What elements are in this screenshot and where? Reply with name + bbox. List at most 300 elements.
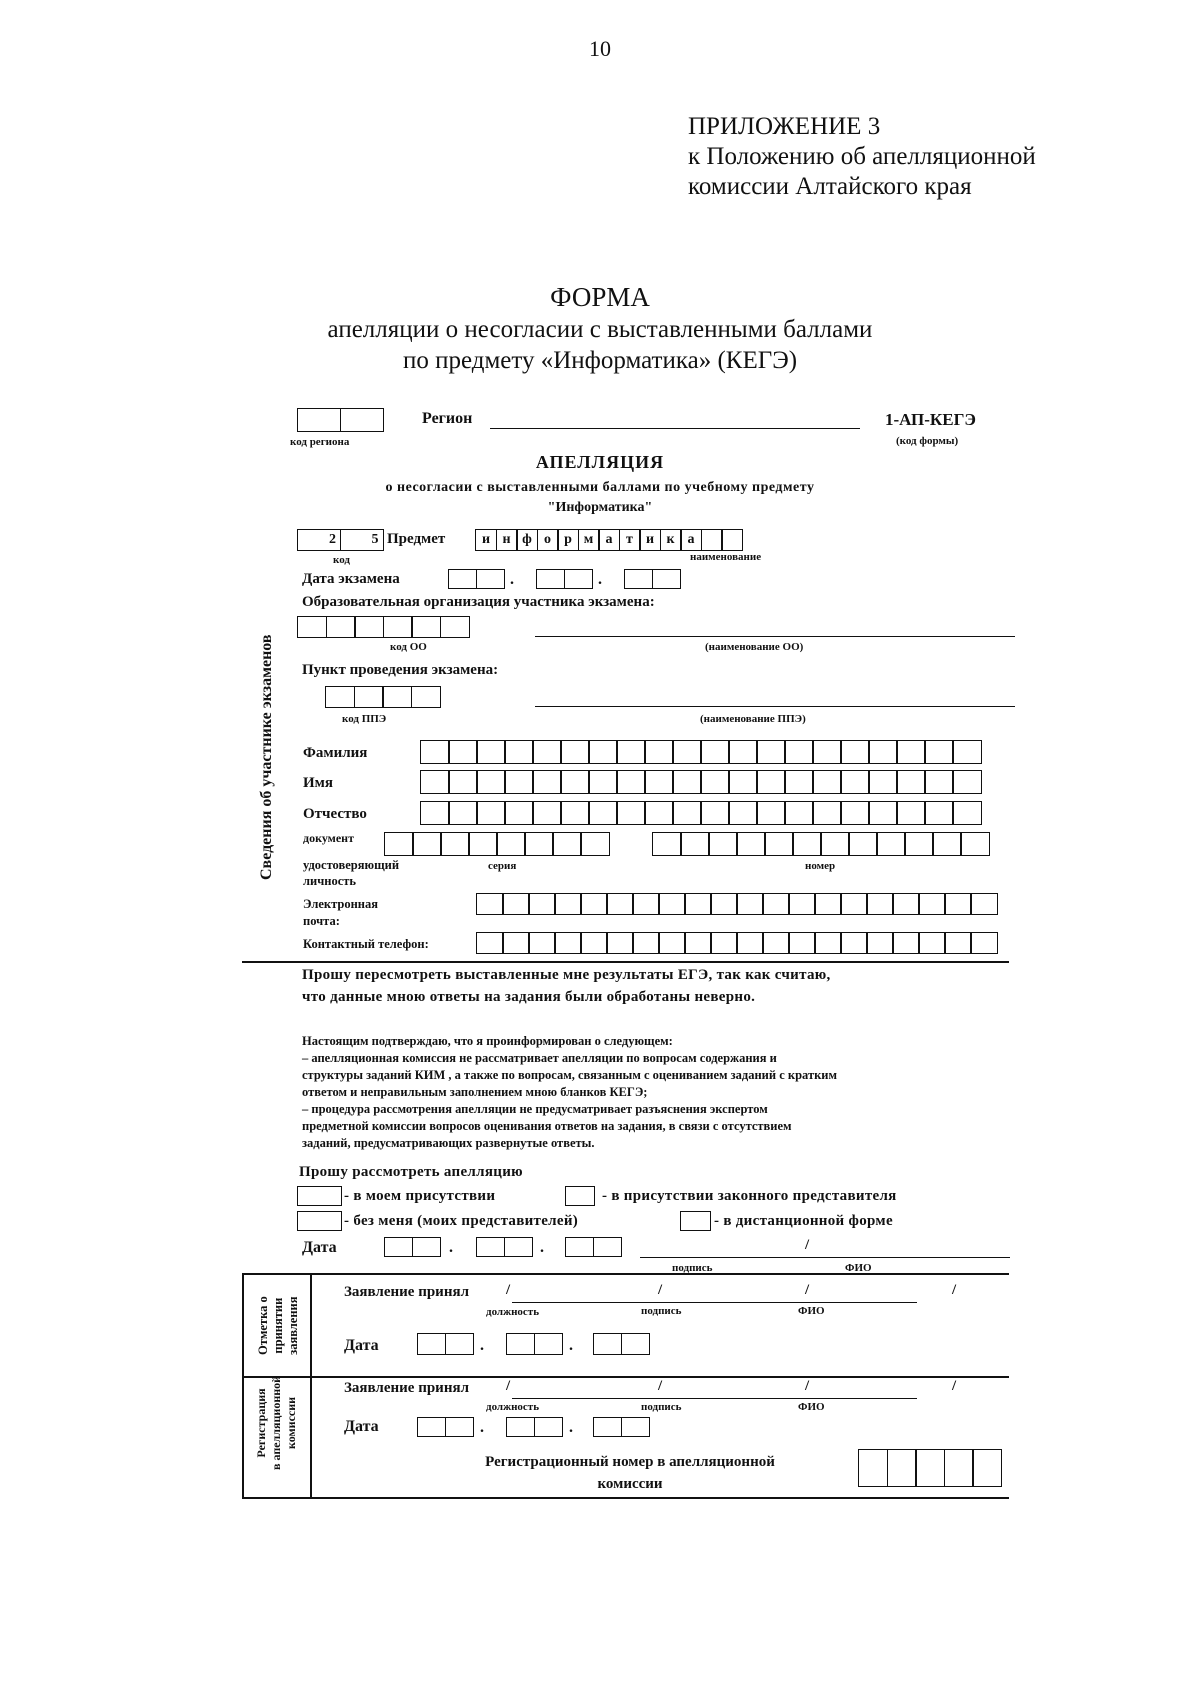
registration-number-line-1: Регистрационный номер в апелляционной bbox=[485, 1454, 775, 1470]
date-separator: . bbox=[510, 571, 514, 588]
region-code-cell[interactable] bbox=[297, 408, 341, 432]
input-cell[interactable] bbox=[812, 740, 842, 764]
registration-position-caption: должность bbox=[486, 1401, 540, 1413]
input-cell[interactable] bbox=[876, 832, 906, 856]
input-cell[interactable] bbox=[588, 801, 618, 825]
patronymic-cells[interactable] bbox=[420, 801, 980, 825]
input-cell[interactable] bbox=[606, 932, 634, 954]
input-cell[interactable] bbox=[728, 801, 758, 825]
date-cell[interactable] bbox=[652, 569, 681, 589]
request-line-2: что данные мною ответы на задания были обработаны неверно. bbox=[302, 989, 756, 1005]
exam-year-cells[interactable] bbox=[624, 569, 679, 589]
ppe-code-cell[interactable] bbox=[354, 686, 384, 708]
acceptance-label: Заявление принял bbox=[344, 1284, 470, 1300]
ppe-code-cell[interactable] bbox=[382, 686, 412, 708]
date-separator: . bbox=[569, 1337, 573, 1354]
input-cell[interactable] bbox=[820, 832, 850, 856]
phone-cells[interactable] bbox=[476, 932, 996, 954]
input-cell[interactable] bbox=[560, 740, 590, 764]
subject-letter-cell[interactable]: и bbox=[475, 529, 497, 551]
input-cell[interactable] bbox=[756, 740, 786, 764]
org-name-line[interactable] bbox=[535, 636, 1015, 637]
appeal-title: АПЕЛЛЯЦИЯ bbox=[535, 452, 665, 472]
input-cell[interactable] bbox=[532, 801, 562, 825]
acceptance-side-line: Отметка о bbox=[256, 1296, 270, 1355]
subject-letter-cell[interactable]: о bbox=[537, 529, 559, 551]
input-cell[interactable] bbox=[588, 740, 618, 764]
registration-day-cells[interactable] bbox=[417, 1417, 472, 1437]
input-cell[interactable] bbox=[588, 770, 618, 794]
input-cell[interactable] bbox=[448, 801, 478, 825]
email-cells[interactable] bbox=[476, 893, 996, 915]
registration-number-cell[interactable] bbox=[972, 1449, 1002, 1487]
document-label-3: личность bbox=[303, 874, 357, 888]
notice-paragraph bbox=[302, 1033, 837, 1152]
patronymic-label: Отчество bbox=[303, 806, 367, 822]
region-name-line[interactable] bbox=[490, 428, 860, 429]
input-cell[interactable] bbox=[700, 740, 730, 764]
date-cell[interactable] bbox=[417, 1417, 446, 1437]
phone-label: Контактный телефон: bbox=[303, 937, 429, 951]
input-cell[interactable] bbox=[420, 770, 450, 794]
input-cell[interactable] bbox=[644, 801, 674, 825]
email-label-2: почта: bbox=[303, 914, 340, 928]
input-cell[interactable] bbox=[904, 832, 934, 856]
region-code-cells[interactable] bbox=[297, 408, 382, 432]
date-cell[interactable] bbox=[534, 1417, 563, 1437]
acceptance-slash: / bbox=[658, 1282, 663, 1298]
date-cell[interactable] bbox=[621, 1417, 650, 1437]
subject-code-caption: код bbox=[333, 554, 350, 566]
date-cell[interactable] bbox=[504, 1237, 533, 1257]
input-cell[interactable] bbox=[412, 832, 442, 856]
request-line-1: Прошу пересмотреть выставленные мне результаты ЕГЭ, так как считаю, bbox=[302, 967, 831, 983]
org-code-cell[interactable] bbox=[326, 616, 356, 638]
input-cell[interactable] bbox=[762, 893, 790, 915]
input-cell[interactable] bbox=[868, 770, 898, 794]
notice-line: структуры заданий КИМ , а также по вопросам, связанным с оцениванием заданий с кратким bbox=[302, 1068, 838, 1082]
subject-name-cells[interactable] bbox=[475, 529, 742, 551]
subject-code-cell[interactable]: 5 bbox=[340, 529, 384, 551]
input-cell[interactable] bbox=[812, 801, 842, 825]
subject-letter-cell[interactable]: р bbox=[557, 529, 579, 551]
input-cell[interactable] bbox=[440, 832, 470, 856]
registration-number-line-2: комиссии bbox=[597, 1476, 663, 1492]
input-cell[interactable] bbox=[580, 893, 608, 915]
input-cell[interactable] bbox=[896, 740, 926, 764]
acceptance-slash: / bbox=[506, 1282, 511, 1298]
org-code-cell[interactable] bbox=[297, 616, 327, 638]
registration-year-cells[interactable] bbox=[593, 1417, 648, 1437]
subject-letter-cell[interactable]: н bbox=[496, 529, 518, 551]
input-cell[interactable] bbox=[632, 932, 660, 954]
registration-slash: / bbox=[805, 1378, 810, 1394]
ppe-code-cell[interactable] bbox=[325, 686, 355, 708]
date-cell[interactable] bbox=[476, 1237, 505, 1257]
input-cell[interactable] bbox=[710, 893, 738, 915]
acceptance-signature-line[interactable] bbox=[512, 1302, 917, 1303]
form-subtitle-line-1: апелляции о несогласии с выставленными баллами bbox=[327, 316, 873, 343]
registration-number-cell[interactable] bbox=[915, 1449, 945, 1487]
registration-top-border bbox=[242, 1376, 1009, 1378]
org-code-caption: код ОО bbox=[390, 641, 427, 653]
date-cell[interactable] bbox=[445, 1333, 474, 1355]
org-code-cell[interactable] bbox=[354, 616, 384, 638]
input-cell[interactable] bbox=[896, 801, 926, 825]
acceptance-day-cells[interactable] bbox=[417, 1333, 472, 1355]
input-cell[interactable] bbox=[866, 893, 894, 915]
option-remote-checkbox[interactable] bbox=[680, 1211, 711, 1231]
input-cell[interactable] bbox=[468, 832, 498, 856]
input-cell[interactable] bbox=[658, 932, 686, 954]
input-cell[interactable] bbox=[658, 893, 686, 915]
date-cell[interactable] bbox=[506, 1417, 535, 1437]
input-cell[interactable] bbox=[736, 932, 764, 954]
input-cell[interactable] bbox=[632, 893, 660, 915]
input-cell[interactable] bbox=[918, 932, 946, 954]
surname-label: Фамилия bbox=[303, 745, 368, 761]
input-cell[interactable] bbox=[788, 893, 816, 915]
date-cell[interactable] bbox=[417, 1333, 446, 1355]
input-cell[interactable] bbox=[812, 770, 842, 794]
input-cell[interactable] bbox=[952, 801, 982, 825]
form-code: 1-АП-КЕГЭ bbox=[885, 410, 976, 429]
appeal-subject: "Информатика" bbox=[547, 500, 653, 515]
input-cell[interactable] bbox=[496, 832, 526, 856]
input-cell[interactable] bbox=[896, 770, 926, 794]
surname-cells[interactable] bbox=[420, 740, 980, 764]
input-cell[interactable] bbox=[560, 801, 590, 825]
ppe-code-cell[interactable] bbox=[411, 686, 441, 708]
input-cell[interactable] bbox=[840, 932, 868, 954]
input-cell[interactable] bbox=[606, 893, 634, 915]
input-cell[interactable] bbox=[504, 740, 534, 764]
input-cell[interactable] bbox=[560, 770, 590, 794]
document-number-caption: номер bbox=[805, 860, 836, 872]
acceptance-side-label bbox=[256, 1296, 301, 1355]
input-cell[interactable] bbox=[840, 893, 868, 915]
input-cell[interactable] bbox=[672, 770, 702, 794]
input-cell[interactable] bbox=[736, 893, 764, 915]
input-cell[interactable] bbox=[652, 832, 682, 856]
notice-line: предметной комиссии вопросов оценивания ответов на задания, в связи с отсутствием bbox=[302, 1119, 792, 1133]
registration-number-cells[interactable] bbox=[858, 1449, 1001, 1487]
registration-signature-line[interactable] bbox=[512, 1398, 917, 1399]
input-cell[interactable] bbox=[532, 740, 562, 764]
acceptance-signature-caption: подпись bbox=[641, 1305, 682, 1317]
input-cell[interactable] bbox=[952, 770, 982, 794]
input-cell[interactable] bbox=[616, 770, 646, 794]
input-cell[interactable] bbox=[708, 832, 738, 856]
input-cell[interactable] bbox=[644, 740, 674, 764]
form-title: ФОРМА bbox=[550, 282, 650, 312]
input-cell[interactable] bbox=[840, 770, 870, 794]
registration-side-line: комиссии bbox=[284, 1396, 298, 1450]
subject-letter-cell[interactable]: а bbox=[680, 529, 702, 551]
input-cell[interactable] bbox=[848, 832, 878, 856]
subject-letter-cell[interactable]: м bbox=[578, 529, 600, 551]
date-cell[interactable] bbox=[565, 1237, 594, 1257]
input-cell[interactable] bbox=[756, 770, 786, 794]
email-label-1: Электронная bbox=[303, 897, 378, 911]
table-bottom-border bbox=[242, 1497, 1009, 1499]
registration-side-line: Регистрация bbox=[254, 1388, 268, 1458]
signature-slash: / bbox=[805, 1237, 810, 1253]
document-number-cells[interactable] bbox=[652, 832, 988, 856]
fio-caption: ФИО bbox=[845, 1262, 872, 1274]
input-cell[interactable] bbox=[814, 893, 842, 915]
document-label-1: документ bbox=[303, 831, 354, 845]
input-cell[interactable] bbox=[784, 770, 814, 794]
registration-slash: / bbox=[658, 1378, 663, 1394]
date-cell[interactable] bbox=[621, 1333, 650, 1355]
input-cell[interactable] bbox=[924, 801, 954, 825]
input-cell[interactable] bbox=[970, 893, 998, 915]
input-cell[interactable] bbox=[528, 893, 556, 915]
date-cell[interactable] bbox=[536, 569, 565, 589]
date-separator: . bbox=[480, 1419, 484, 1436]
table-left-border bbox=[242, 1273, 244, 1498]
exam-day-cells[interactable] bbox=[448, 569, 503, 589]
consider-signature-line[interactable] bbox=[640, 1257, 1010, 1258]
input-cell[interactable] bbox=[868, 740, 898, 764]
input-cell[interactable] bbox=[814, 932, 842, 954]
section-divider bbox=[242, 961, 1009, 963]
input-cell[interactable] bbox=[476, 801, 506, 825]
subject-letter-cell[interactable] bbox=[701, 529, 723, 551]
org-name-caption: (наименование ОО) bbox=[705, 641, 804, 653]
option-without-checkbox[interactable] bbox=[297, 1211, 342, 1231]
date-cell[interactable] bbox=[624, 569, 653, 589]
registration-side-line: в апелляционной bbox=[269, 1375, 283, 1470]
registration-number-cell[interactable] bbox=[887, 1449, 917, 1487]
input-cell[interactable] bbox=[924, 740, 954, 764]
input-cell[interactable] bbox=[552, 832, 582, 856]
date-cell[interactable] bbox=[593, 1237, 622, 1257]
input-cell[interactable] bbox=[476, 893, 504, 915]
input-cell[interactable] bbox=[580, 932, 608, 954]
option-remote-label: - в дистанционной форме bbox=[714, 1213, 893, 1229]
signature-caption: подпись bbox=[672, 1262, 713, 1274]
input-cell[interactable] bbox=[970, 932, 998, 954]
org-code-cell[interactable] bbox=[411, 616, 441, 638]
input-cell[interactable] bbox=[476, 770, 506, 794]
subject-letter-cell[interactable]: т bbox=[619, 529, 641, 551]
input-cell[interactable] bbox=[504, 770, 534, 794]
registration-label: Заявление принял bbox=[344, 1380, 470, 1396]
subject-label: Предмет bbox=[387, 531, 446, 547]
appendix-title: ПРИЛОЖЕНИЕ 3 bbox=[688, 113, 881, 140]
registration-date-label: Дата bbox=[344, 1418, 379, 1435]
registration-slash: / bbox=[506, 1378, 511, 1394]
input-cell[interactable] bbox=[448, 770, 478, 794]
input-cell[interactable] bbox=[892, 893, 920, 915]
org-code-cells[interactable] bbox=[297, 616, 468, 638]
input-cell[interactable] bbox=[672, 801, 702, 825]
date-cell[interactable] bbox=[448, 569, 477, 589]
page-number: 10 bbox=[589, 36, 611, 61]
input-cell[interactable] bbox=[788, 932, 816, 954]
input-cell[interactable] bbox=[918, 893, 946, 915]
input-cell[interactable] bbox=[710, 932, 738, 954]
input-cell[interactable] bbox=[784, 740, 814, 764]
document-series-caption: серия bbox=[488, 860, 517, 872]
input-cell[interactable] bbox=[532, 770, 562, 794]
acceptance-side-line: заявления bbox=[286, 1296, 300, 1355]
input-cell[interactable] bbox=[892, 932, 920, 954]
name-label: Имя bbox=[303, 775, 333, 791]
ppe-name-line[interactable] bbox=[535, 706, 1015, 707]
input-cell[interactable] bbox=[784, 801, 814, 825]
input-cell[interactable] bbox=[680, 832, 710, 856]
date-separator: . bbox=[540, 1239, 544, 1256]
consider-title: Прошу рассмотреть апелляцию bbox=[299, 1164, 523, 1180]
registration-fio-caption: ФИО bbox=[798, 1401, 825, 1413]
subject-letter-cell[interactable]: к bbox=[660, 529, 682, 551]
date-cell[interactable] bbox=[445, 1417, 474, 1437]
date-cell[interactable] bbox=[506, 1333, 535, 1355]
notice-line: – процедура рассмотрения апелляции не предусматривает разъяснения экспертом bbox=[302, 1102, 768, 1116]
option-representative-checkbox[interactable] bbox=[565, 1186, 595, 1206]
region-label: Регион bbox=[422, 410, 473, 427]
registration-side-label bbox=[254, 1376, 299, 1470]
subject-letter-cell[interactable] bbox=[721, 529, 743, 551]
registration-month-cells[interactable] bbox=[506, 1417, 561, 1437]
input-cell[interactable] bbox=[840, 740, 870, 764]
input-cell[interactable] bbox=[700, 801, 730, 825]
input-cell[interactable] bbox=[960, 832, 990, 856]
input-cell[interactable] bbox=[672, 740, 702, 764]
input-cell[interactable] bbox=[616, 740, 646, 764]
input-cell[interactable] bbox=[476, 740, 506, 764]
registration-number-cell[interactable] bbox=[944, 1449, 974, 1487]
input-cell[interactable] bbox=[524, 832, 554, 856]
input-cell[interactable] bbox=[840, 801, 870, 825]
input-cell[interactable] bbox=[580, 832, 610, 856]
appendix-block bbox=[688, 112, 1036, 202]
subject-code-cell[interactable]: 2 bbox=[297, 529, 341, 551]
date-cell[interactable] bbox=[534, 1333, 563, 1355]
form-code-caption: (код формы) bbox=[896, 435, 959, 447]
subject-letter-cell[interactable]: и bbox=[639, 529, 661, 551]
date-cell[interactable] bbox=[564, 569, 593, 589]
date-cell[interactable] bbox=[412, 1237, 441, 1257]
subject-code-cells[interactable] bbox=[297, 529, 382, 551]
date-separator: . bbox=[480, 1337, 484, 1354]
date-cell[interactable] bbox=[384, 1237, 413, 1257]
input-cell[interactable] bbox=[736, 832, 766, 856]
document-label-2: удостоверяющий bbox=[303, 858, 400, 872]
option-present-checkbox[interactable] bbox=[297, 1186, 342, 1206]
input-cell[interactable] bbox=[448, 740, 478, 764]
input-cell[interactable] bbox=[476, 932, 504, 954]
form-subtitle-line-2: по предмету «Информатика» (КЕГЭ) bbox=[402, 347, 798, 374]
registration-signature-caption: подпись bbox=[641, 1401, 682, 1413]
option-representative-label: - в присутствии законного представителя bbox=[602, 1188, 897, 1204]
acceptance-slash: / bbox=[805, 1282, 810, 1298]
date-cell[interactable] bbox=[476, 569, 505, 589]
input-cell[interactable] bbox=[420, 801, 450, 825]
document-series-cells[interactable] bbox=[384, 832, 608, 856]
date-cell[interactable] bbox=[593, 1333, 622, 1355]
input-cell[interactable] bbox=[728, 740, 758, 764]
input-cell[interactable] bbox=[528, 932, 556, 954]
input-cell[interactable] bbox=[932, 832, 962, 856]
org-label: Образовательная организация участника экзамена: bbox=[302, 594, 655, 610]
notice-line: Настоящим подтверждаю, что я проинформирован о следующем: bbox=[302, 1034, 673, 1048]
input-cell[interactable] bbox=[554, 932, 582, 954]
ppe-code-caption: код ППЭ bbox=[342, 713, 387, 725]
consider-date-label: Дата bbox=[302, 1239, 337, 1256]
name-cells[interactable] bbox=[420, 770, 980, 794]
input-cell[interactable] bbox=[384, 832, 414, 856]
consider-month-cells[interactable] bbox=[476, 1237, 531, 1257]
input-cell[interactable] bbox=[764, 832, 794, 856]
input-cell[interactable] bbox=[420, 740, 450, 764]
side-label-participant: Сведения об участнике экзаменов bbox=[258, 634, 275, 880]
input-cell[interactable] bbox=[728, 770, 758, 794]
subject-letter-cell[interactable]: а bbox=[598, 529, 620, 551]
acceptance-year-cells[interactable] bbox=[593, 1333, 648, 1355]
input-cell[interactable] bbox=[700, 770, 730, 794]
input-cell[interactable] bbox=[756, 801, 786, 825]
input-cell[interactable] bbox=[504, 801, 534, 825]
input-cell[interactable] bbox=[502, 893, 530, 915]
input-cell[interactable] bbox=[944, 893, 972, 915]
acceptance-position-caption: должность bbox=[486, 1306, 540, 1318]
input-cell[interactable] bbox=[866, 932, 894, 954]
subject-name-caption: наименование bbox=[690, 551, 762, 563]
ppe-name-caption: (наименование ППЭ) bbox=[700, 713, 806, 725]
appeal-subtitle: о несогласии с выставленными баллами по учебному предмету bbox=[385, 480, 815, 495]
input-cell[interactable] bbox=[644, 770, 674, 794]
consider-day-cells[interactable] bbox=[384, 1237, 439, 1257]
input-cell[interactable] bbox=[762, 932, 790, 954]
appendix-line-1: к Положению об апелляционной bbox=[688, 143, 1036, 170]
notice-line: заданий, предусматривающих развернутые ответы. bbox=[302, 1136, 595, 1150]
input-cell[interactable] bbox=[924, 770, 954, 794]
registration-slash: / bbox=[952, 1378, 957, 1394]
exam-month-cells[interactable] bbox=[536, 569, 591, 589]
exam-date-label: Дата экзамена bbox=[302, 571, 400, 587]
notice-line: ответом и неправильным заполнением мною бланков КЕГЭ; bbox=[302, 1085, 648, 1099]
input-cell[interactable] bbox=[684, 932, 712, 954]
region-code-caption: код региона bbox=[290, 436, 350, 448]
input-cell[interactable] bbox=[944, 932, 972, 954]
org-code-cell[interactable] bbox=[440, 616, 470, 638]
form-subtitle bbox=[0, 314, 1200, 376]
date-cell[interactable] bbox=[593, 1417, 622, 1437]
ppe-label: Пункт проведения экзамена: bbox=[302, 662, 499, 678]
input-cell[interactable] bbox=[792, 832, 822, 856]
input-cell[interactable] bbox=[952, 740, 982, 764]
acceptance-slash: / bbox=[952, 1282, 957, 1298]
consider-year-cells[interactable] bbox=[565, 1237, 620, 1257]
ppe-code-cells[interactable] bbox=[325, 686, 439, 708]
acceptance-month-cells[interactable] bbox=[506, 1333, 561, 1355]
registration-number-cell[interactable] bbox=[858, 1449, 888, 1487]
org-code-cell[interactable] bbox=[383, 616, 413, 638]
input-cell[interactable] bbox=[616, 801, 646, 825]
request-paragraph bbox=[302, 964, 831, 1008]
input-cell[interactable] bbox=[502, 932, 530, 954]
region-code-cell[interactable] bbox=[340, 408, 384, 432]
input-cell[interactable] bbox=[684, 893, 712, 915]
input-cell[interactable] bbox=[554, 893, 582, 915]
date-separator: . bbox=[569, 1419, 573, 1436]
input-cell[interactable] bbox=[868, 801, 898, 825]
subject-letter-cell[interactable]: ф bbox=[516, 529, 538, 551]
